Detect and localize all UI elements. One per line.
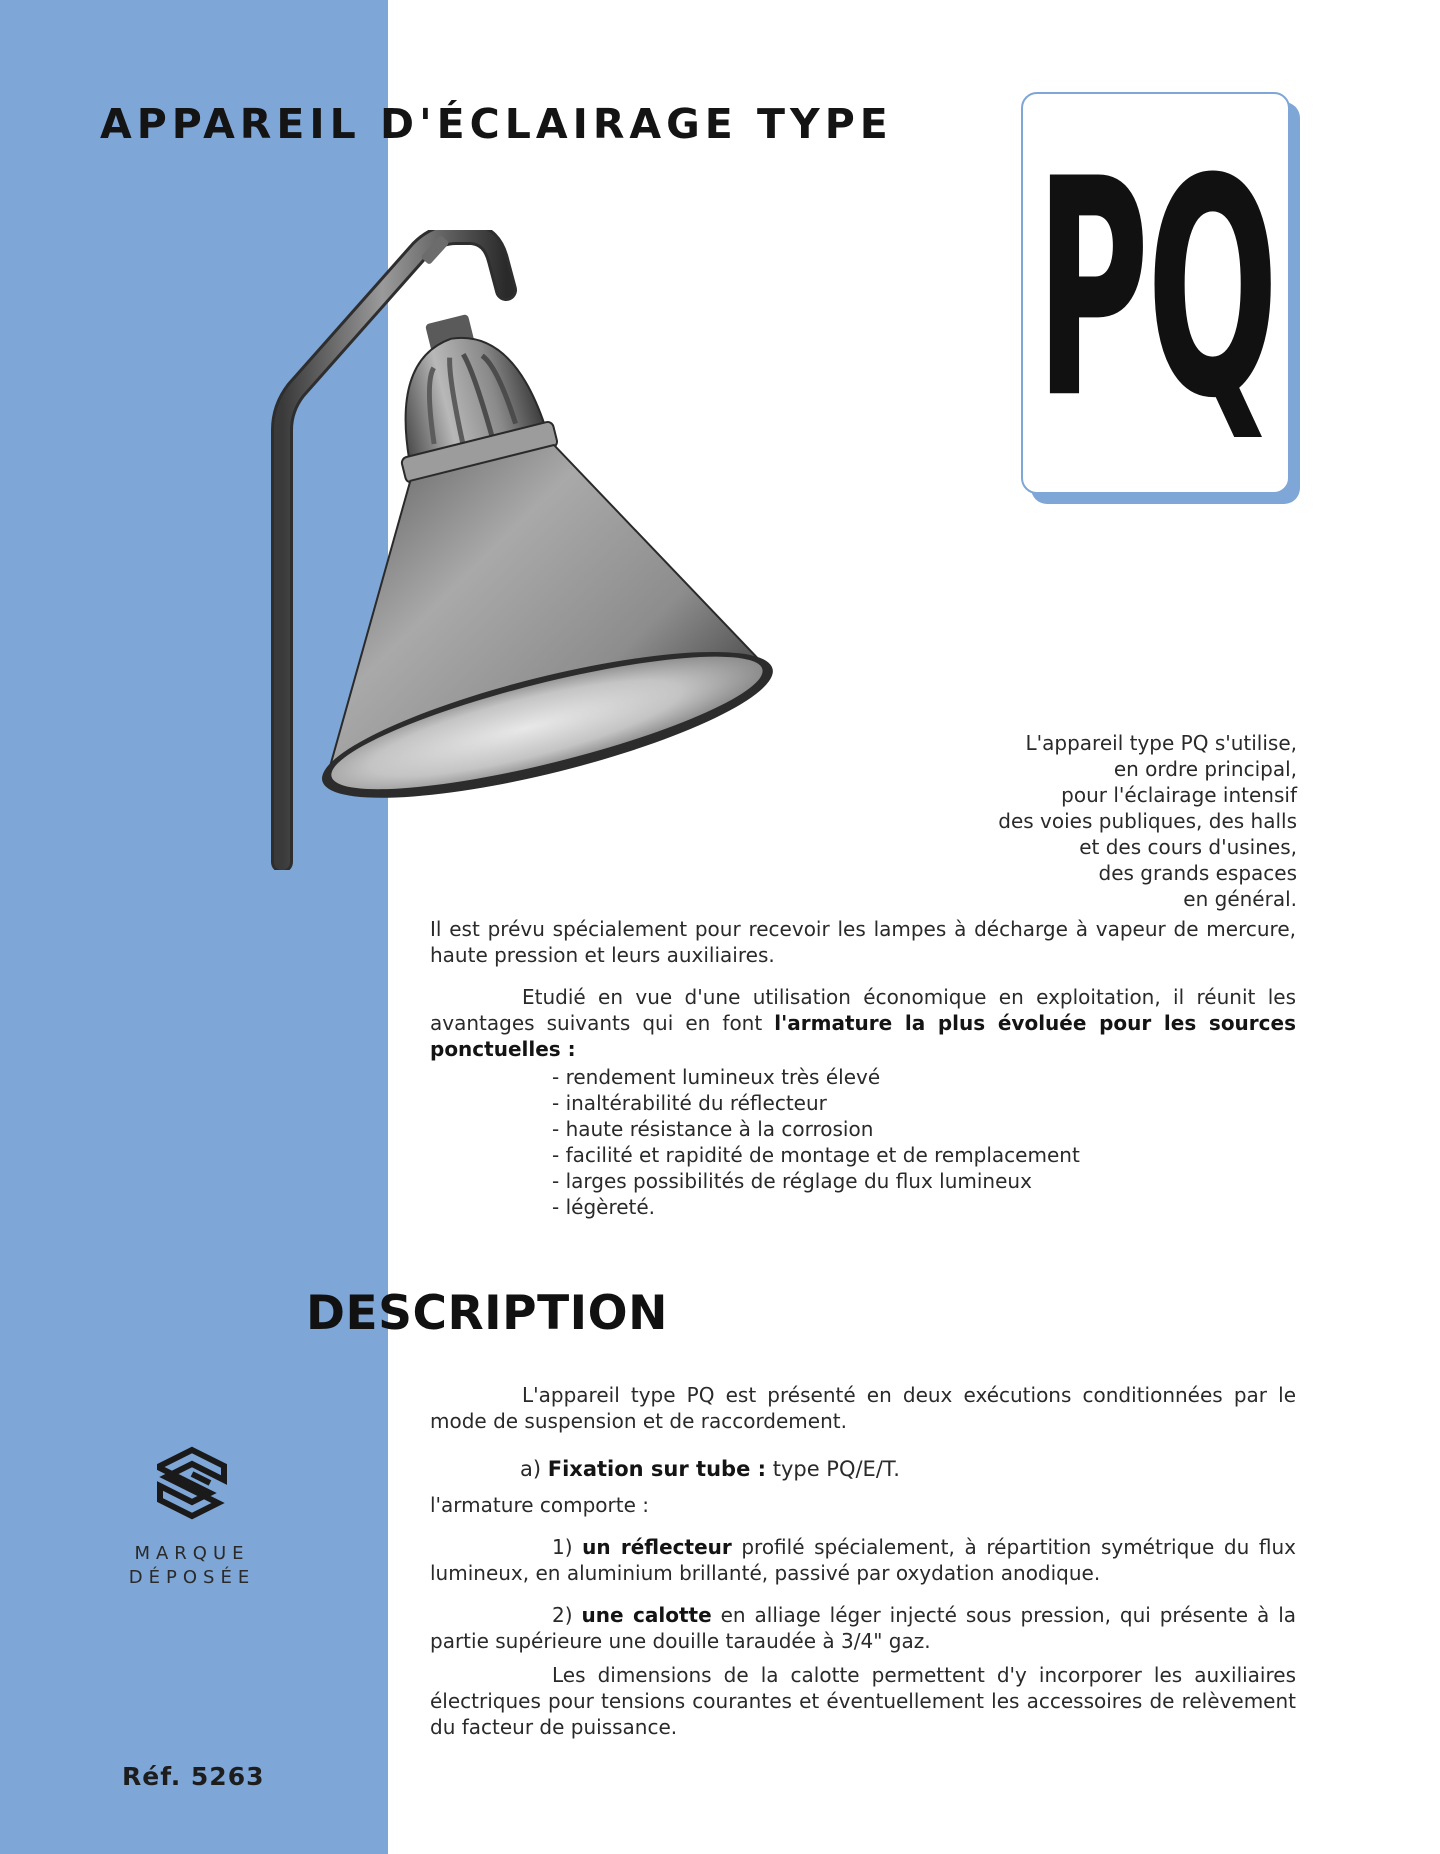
item-number: 1) [552,1535,583,1559]
reference-number: Réf. 5263 [122,1762,265,1791]
sg-monogram-logo [152,1446,232,1530]
benefit-item: - rendement lumineux très élevé [552,1064,1080,1090]
benefit-item: - larges possibilités de réglage du flux lumineux [552,1168,1080,1194]
intro-line: des voies publiques, des halls [998,809,1297,833]
benefit-item: - inaltérabilité du réflecteur [552,1090,1080,1116]
calotte-item [430,1602,1296,1654]
advantages-paragraph [430,984,1296,1062]
benefit-item: - haute résistance à la corrosion [552,1116,1080,1142]
reflector-text: profilé spécialement, à répartition symétrique du flux lumineux, en aluminium brillanté, passivé par oxydation anodique. [430,1535,1296,1585]
armature-intro: l'armature comporte : [430,1493,649,1517]
fixation-label: Fixation sur tube : [547,1457,767,1481]
benefit-item: - légèreté. [552,1194,1080,1220]
fixation-prefix: a) [520,1457,548,1481]
fixation-line [520,1456,900,1482]
intro-line: L'appareil type PQ s'utilise, [1025,731,1297,755]
advantages-highlight: l'armature la plus évoluée pour les sources ponctuelles : [430,1011,1296,1061]
intro-line: des grands espaces [1098,861,1297,885]
type-code-box [1021,92,1290,494]
type-code: PQ [1035,114,1276,465]
description-heading: DESCRIPTION [306,1286,668,1341]
dimensions-paragraph: Les dimensions de la calotte permettent d'y incorporer les auxiliaires électriques pour tensions courantes et éventuellement les accessoires de relèvement du facteur de puissance. [430,1663,1296,1739]
intro-line: en général. [1183,887,1297,911]
intro-line: pour l'éclairage intensif [1061,783,1297,807]
benefit-item: - facilité et rapidité de montage et de remplacement [552,1142,1080,1168]
item-number: 2) [552,1603,582,1627]
intro-line: et des cours d'usines, [1079,835,1297,859]
calotte-text: en alliage léger injecté sous pression, qui présente à la partie supérieure une douille taraudée à 3/4" gaz. [430,1603,1297,1653]
calotte-label: une calotte [581,1603,712,1627]
intro-line: en ordre principal, [1113,757,1297,781]
trademark-line: DÉPOSÉE [128,1567,256,1588]
intro-text [877,730,1297,912]
page-title: APPAREIL D'ÉCLAIRAGE TYPE [100,100,893,148]
intended-use-paragraph: Il est prévu spécialement pour recevoir les lampes à décharge à vapeur de mercure, haute pression et leurs auxiliaires. [430,917,1296,967]
fixation-type: type PQ/E/T. [766,1457,900,1481]
reflector-item [430,1534,1296,1586]
benefits-list [552,1064,1080,1220]
description-intro: L'appareil type PQ est présenté en deux exécutions conditionnées par le mode de suspension et de raccordement. [430,1383,1296,1433]
reflector-label: un réflecteur [582,1535,732,1559]
trademark-line: MARQUE [134,1543,250,1564]
trademark-caption [112,1542,272,1590]
advantages-text: Etudié en vue d'une utilisation économique en exploitation, il réunit les avantages suivants qui en font [430,985,1296,1035]
